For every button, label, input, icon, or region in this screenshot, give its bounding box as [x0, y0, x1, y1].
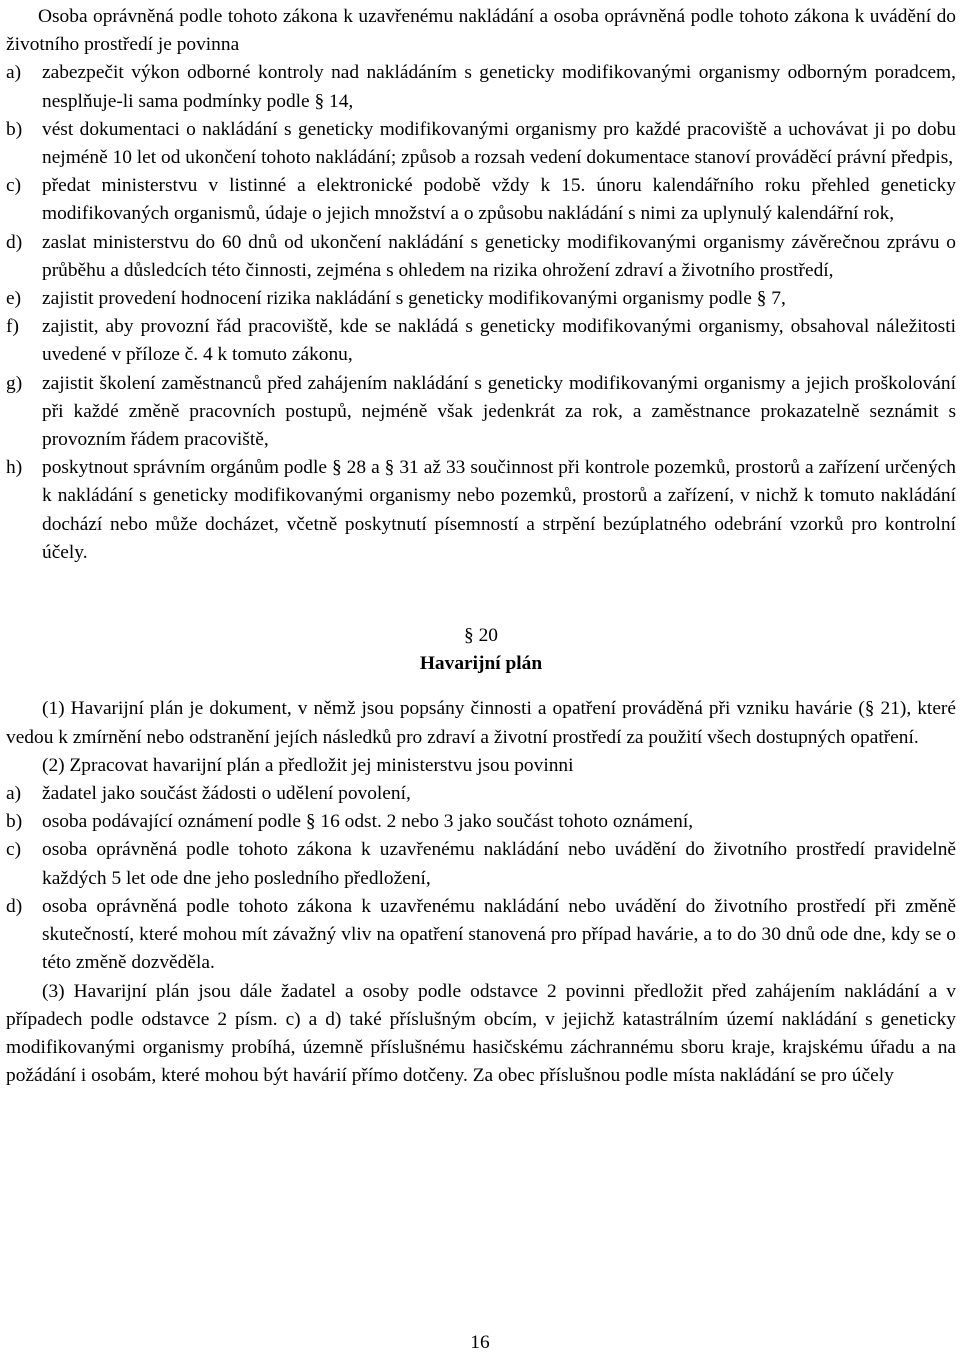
page-number: 16 [470, 1332, 490, 1353]
item-text: zabezpečit výkon odborné kontroly nad nakládáním s geneticky modifikovanými organismy odborným poradcem, nesplňuje-li sama podmínky podle § 14, [42, 62, 956, 112]
list-item [6, 780, 956, 808]
list-item [6, 59, 956, 115]
list-item [6, 808, 956, 836]
item-label: f) [6, 316, 19, 338]
item-label: b) [6, 118, 23, 140]
item-label: h) [6, 457, 23, 479]
item-label: a) [6, 62, 22, 84]
item-text: zajistit, aby provozní řád pracoviště, kde se nakládá s geneticky modifikovanými organismy, obsahoval náležitosti uvedené v příloze č. 4 k tomuto zákonu, [42, 316, 956, 366]
list-item [6, 285, 956, 313]
paragraph-1: (1) Havarijní plán je dokument, v němž jsou popsány činnosti a opatření prováděná při vzniku havárie (§ 21), které vedou k zmírnění nebo odstranění jejích následků pro zdraví a životní prostředí za použití všech dostupných opatření. [6, 698, 956, 748]
document-page [6, 3, 956, 1090]
item-text: zajistit školení zaměstnanců před zahájením nakládání s geneticky modifikovanými organismy a jejich proškolování při každé změně pracovních postupů, nejméně však jedenkrát za rok, a zaměstnance prokazatelně seznámit s provozním řádem pracoviště, [42, 372, 956, 451]
item-label: b) [6, 811, 23, 833]
list-item [6, 313, 956, 369]
paragraph-2-intro: (2) Zpracovat havarijní plán a předložit jej ministerstvu jsou povinni [42, 754, 574, 776]
item-label: g) [6, 372, 23, 394]
list-item [6, 893, 956, 978]
item-label: c) [6, 175, 22, 197]
obligations-intro: Osoba oprávněná podle tohoto zákona k uzavřenému nakládání a osoba oprávněná podle tohoto zákona k uvádění do životního prostředí je povinna [6, 6, 956, 56]
item-label: d) [6, 231, 23, 253]
item-text: zajistit provedení hodnocení rizika nakládání s geneticky modifikovanými organismy podle § 7, [42, 288, 786, 310]
item-label: d) [6, 895, 23, 917]
list-item [6, 229, 956, 285]
item-text: poskytnout správním orgánům podle § 28 a § 31 až 33 součinnost při kontrole pozemků, prostorů a zařízení určených k nakládání s geneticky modifikovanými organismy nebo pozemků, prostorů a zařízení, v nichž k tomuto nakládání dochází nebo může docházet, včetně poskytnutí písemností a strpění bezúplatného odebrání vzorků pro kontrolní účely. [42, 457, 956, 563]
item-text: osoba oprávněná podle tohoto zákona k uzavřenému nakládání nebo uvádění do životního prostředí pravidelně každých 5 let ode dne jeho posledního předložení, [42, 839, 956, 889]
item-text: předat ministerstvu v listinné a elektronické podobě vždy k 15. únoru kalendářního roku přehled geneticky modifikovaných organismů, údaje o jejich množství a o způsobu nakládání s nimi za uplynulý kalendářní rok, [42, 175, 956, 225]
paragraph-3: (3) Havarijní plán jsou dále žadatel a osoby podle odstavce 2 povinni předložit před zahájením nakládání a v případech podle odstavce 2 písm. c) a d) také příslušným obcím, v jejichž katastrálním území nakládání s geneticky modifikovanými organismy probíhá, územně příslušnému hasičskému záchrannému sboru kraje, krajskému úřadu a na požádání i osobám, které mohou být havárií přímo dotčeny. Za obec příslušnou podle místa nakládání se pro účely [6, 980, 956, 1087]
section-spacer [6, 567, 956, 622]
section-number: § 20 [464, 625, 498, 647]
list-item [6, 454, 956, 567]
item-text: osoba oprávněná podle tohoto zákona k uzavřenému nakládání nebo uvádění do životního prostředí při změně skutečností, které mohou mít závažný vliv na opatření stanovená pro případ havárie, a to do 30 dnů ode dne, kdy se o této změně dozvěděla. [42, 895, 956, 974]
list-item [6, 836, 956, 892]
list-item [6, 172, 956, 228]
item-text: žadatel jako součást žádosti o udělení povolení, [42, 783, 411, 805]
item-text: zaslat ministerstvu do 60 dnů od ukončení nakládání s geneticky modifikovanými organismy závěrečnou zprávu o průběhu a důsledcích této činnosti, zejména s ohledem na rizika ohrožení zdraví a životního prostředí, [42, 231, 956, 281]
section-title: Havarijní plán [419, 653, 543, 675]
list-item [6, 370, 956, 455]
item-label: e) [6, 288, 22, 310]
item-label: a) [6, 783, 22, 805]
item-text: vést dokumentaci o nakládání s geneticky modifikovanými organismy pro každé pracoviště a uchovávat ji po dobu nejméně 10 let od ukončení tohoto nakládání; způsob a rozsah vedení dokumentace stanoví prováděcí právní předpis, [42, 118, 956, 169]
item-label: c) [6, 839, 22, 861]
item-text: osoba podávající oznámení podle § 16 odst. 2 nebo 3 jako součást tohoto oznámení, [42, 811, 694, 833]
list-item [6, 116, 956, 172]
